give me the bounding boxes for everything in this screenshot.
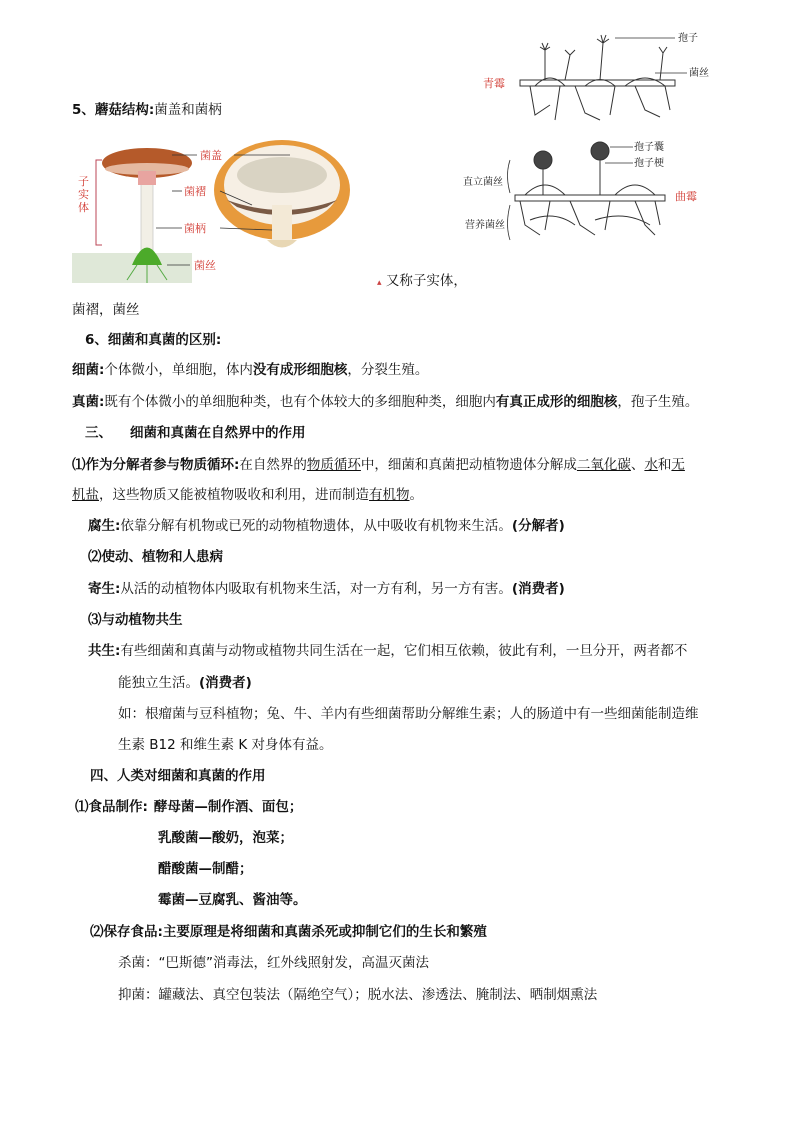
yingyangjunsi-label: 营养菌丝 bbox=[465, 220, 505, 231]
food-line2: 乳酸菌—酸奶，泡菜； bbox=[158, 830, 293, 846]
section5-title-bold: 5、蘑菇结构: bbox=[72, 102, 155, 118]
svg-text:体: 体 bbox=[78, 201, 89, 214]
penicillium-drawing bbox=[520, 35, 675, 120]
bacteria-line: 细菌:个体微小，单细胞，体内没有成形细胞核，分裂生殖。 bbox=[72, 362, 429, 378]
junsi-label-upper: 菌丝 bbox=[689, 68, 709, 79]
section5-title bbox=[72, 100, 222, 120]
section3-p2-label: ⑵使动、植物和人患病 bbox=[88, 549, 223, 565]
jisheng-line: 寄生:从活的动植物体内吸取有机物来生活，对一方有利，另一方有害。(消费者) bbox=[88, 581, 565, 597]
mushroom-diagram bbox=[72, 135, 377, 285]
section4-heading: 四、人类对细菌和真菌的作用 bbox=[90, 768, 266, 784]
baozi-label: 孢子 bbox=[678, 33, 698, 44]
section3-p3-label: ⑶与动植物共生 bbox=[88, 612, 183, 628]
section3-p1-line1: ⑴作为分解者参与物质循环:在自然界的物质循环中，细菌和真菌把动植物遗体分解成二氧化碳、水和无 bbox=[72, 457, 685, 473]
junzhe-label: 菌褶 bbox=[184, 185, 206, 198]
fungi-line: 真菌:既有个体微小的单细胞种类，也有个体较大的多细胞种类，细胞内有真正成形的细胞核，孢子生殖。 bbox=[72, 394, 699, 410]
food-line1: ⑴食品制作: 酵母菌—制作酒、面包； bbox=[75, 799, 303, 815]
food-line4: 霉菌—豆腐乳、酱油等。 bbox=[158, 892, 307, 908]
qingmei-label: 青霉 bbox=[483, 77, 505, 90]
mold-diagram bbox=[463, 25, 720, 245]
junbing-label: 菌柄 bbox=[184, 222, 206, 235]
jungai-label: 菌盖 bbox=[200, 149, 222, 162]
gongsheng-line1: 共生:有些细菌和真菌与动物或植物共同生活在一起，它们相互依赖，彼此有利，一旦分开，两者都不 bbox=[88, 643, 688, 659]
qumei-label: 曲霉 bbox=[675, 190, 697, 203]
mushroom-cross-section bbox=[214, 140, 350, 248]
fusheng-line: 腐生:依靠分解有机物或已死的动物植物遗体，从中吸收有机物来生活。(分解者) bbox=[88, 518, 565, 534]
zishiti-label-1: 子 bbox=[78, 175, 89, 188]
section5-caption-line2: 菌褶，菌丝 bbox=[72, 302, 140, 318]
section5-caption-tail: ▴ 又称子实体， bbox=[377, 273, 467, 289]
section6-title: 6、细菌和真菌的区别: bbox=[85, 332, 222, 348]
baozigeng-label: 孢子梗 bbox=[634, 158, 664, 169]
baozinang-label: 孢子囊 bbox=[634, 142, 664, 153]
keep-line: ⑵保存食品:主要原理是将细菌和真菌杀死或抑制它们的生长和繁殖 bbox=[90, 924, 487, 940]
kill-line: 杀菌：“巴斯德”消毒法，红外线照射发，高温灭菌法 bbox=[118, 955, 429, 971]
gongsheng-line2: 能独立生活。(消费者) bbox=[118, 675, 252, 691]
section3-p1-line2: 机盐，这些物质又能被植物吸收和利用，进而制造有机物。 bbox=[72, 487, 423, 503]
food-line3: 醋酸菌—制醋； bbox=[158, 861, 253, 877]
section3-heading: 三、 细菌和真菌在自然界中的作用 bbox=[85, 425, 306, 441]
section5-title-rest: 菌盖和菌柄 bbox=[154, 102, 222, 118]
svg-text:实: 实 bbox=[78, 188, 89, 201]
inhibit-line: 抑菌：罐藏法、真空包装法（隔绝空气）；脱水法、渗透法、腌制法、晒制烟熏法 bbox=[118, 987, 598, 1003]
zhilijunsi-label: 直立菌丝 bbox=[463, 177, 503, 188]
junsi-label-mushroom: 菌丝 bbox=[194, 259, 216, 272]
example-line2: 生素 B12 和维生素 K 对身体有益。 bbox=[118, 737, 333, 753]
aspergillus-drawing bbox=[515, 142, 665, 235]
example-line1: 如：根瘤菌与豆科植物；兔、牛、羊内有些细菌帮助分解维生素；人的肠道中有一些细菌能制造维 bbox=[118, 706, 699, 722]
